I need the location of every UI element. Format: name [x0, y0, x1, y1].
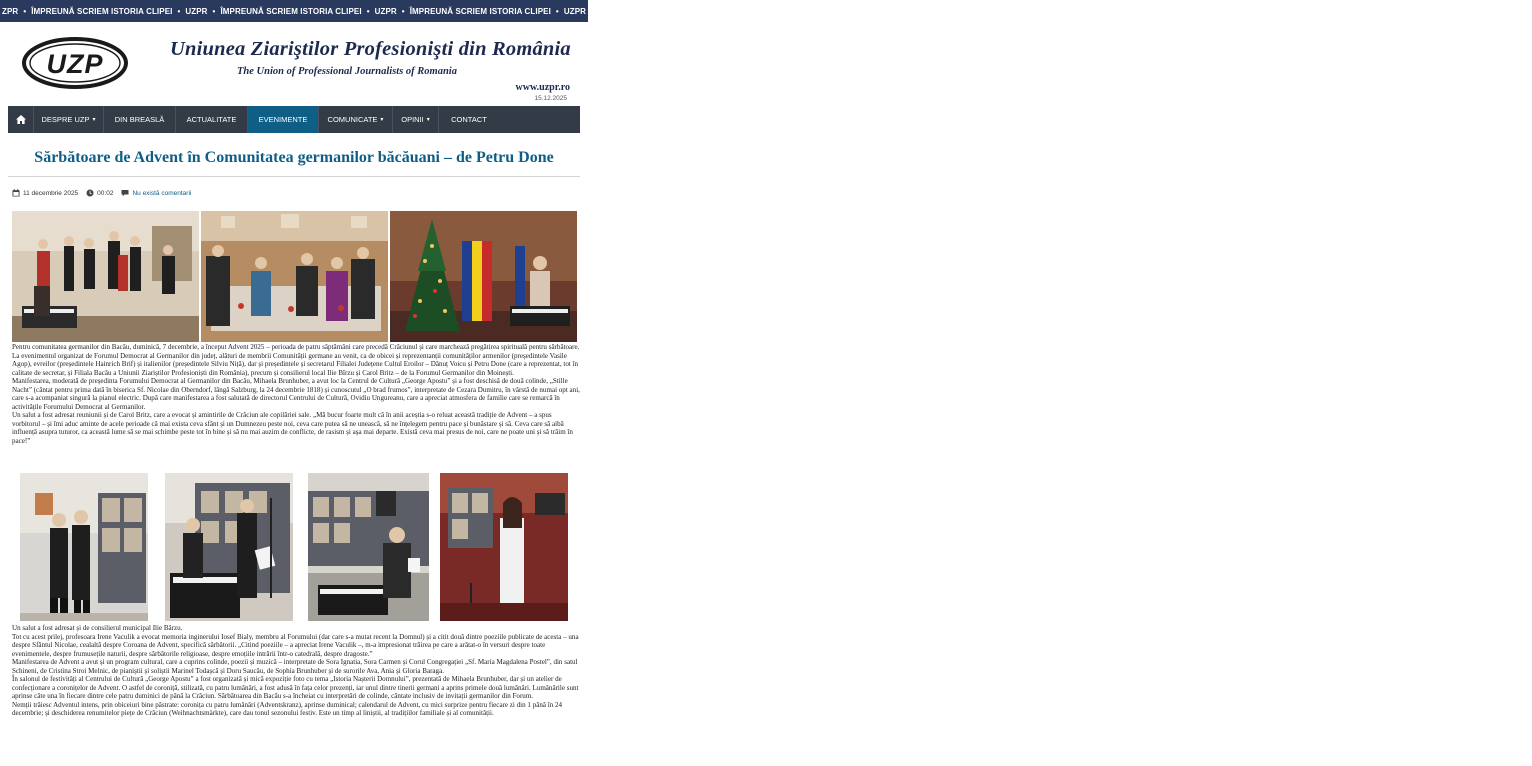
article-photo[interactable] — [390, 211, 577, 342]
ticker-separator: • — [555, 6, 559, 16]
ticker-separator: • — [1123, 6, 1127, 16]
ticker-item[interactable]: UZPR — [1510, 6, 1532, 16]
ticker-separator: • — [934, 6, 938, 16]
ticker-separator: • — [1347, 6, 1351, 16]
nav-contact[interactable] — [439, 106, 499, 133]
paragraph: Tot cu acest prilej, profesoara Irene Vaculik a evocat memoria inginerului Iosef Bialy, membru al Forumului (dar care s-a mutat recent la Domnul) și a citit două dintre poeziile publicate de acesta – una despre Sfântul Nicolae, cealaltă despre Coroana de Advent, specifică sărbătorii. „Citind poeziile – a apreciat Irene Vaculik –, m-a impresionat trăirea pe care a arătat-o în versuri despre toate evenimentele, despre frumusețile naturii, despre sărbătorile religioase, despre emoțiile intrării într-o catedrală, despre dragoste.” — [12, 632, 579, 658]
ticker-separator: • — [745, 6, 749, 16]
nav-label: EVENIMENTE — [258, 115, 308, 124]
chevron-down-icon: ▾ — [92, 117, 96, 123]
main-nav — [8, 106, 580, 133]
article-title: Sărbătoare de Advent în Comunitatea germanilor băcăuani – de Petru Done — [34, 149, 554, 166]
paragraph: Pentru comunitatea germanilor din Bacău, duminică, 7 decembrie, a început Advent 2025 – perioada de patru săptămâni care precedă Crăciunul și care marchează pregătirea spirituală pentru sărbătoare. La evenimentul organizat de Forumul Democrat al Germanilor din județ, alături de membrii Comunității germane au venit, ca de obicei și reprezentanții comunităților armenilor (președintele Vasile Agop), evreilor (președintele Hainrich Brif) și italienilor (președintele Silviu Niță), dar și președintele și secretarul Filialei Județene Cultul Eroilor – Dănuț Voicu și Petru Done (care a reprezentat, tot în calitate de secretar, și Filiala Bacău a Uniunii Ziariștilor Profesioniști din România), precum și consilierul local Ilie Bîrzu și Carol Britz – de la Forumul Germanilor din Moinești. — [12, 343, 580, 377]
article-photo[interactable] — [165, 473, 293, 621]
logo-lettering: UZP — [46, 49, 104, 79]
ticker-separator: • — [366, 6, 370, 16]
site-header — [0, 22, 588, 104]
ticker-separator: • — [591, 6, 594, 16]
ticker-item[interactable]: ÎMPREUNĂ SCRIEM ISTORIA CLIPEI — [31, 6, 173, 16]
ticker-item[interactable]: UZPR — [563, 6, 587, 16]
meta-time — [86, 189, 113, 197]
ticker-item[interactable]: ÎMPREUNĂ SCRIEM ISTORIA CLIPEI — [788, 6, 930, 16]
ticker-separator: • — [969, 6, 973, 16]
site-url[interactable]: www.uzpr.ro — [515, 82, 570, 93]
article-meta — [12, 189, 199, 197]
paragraph: Un salut a fost adresat și de consilierul municipal Ilie Bârzu. — [12, 624, 183, 632]
chevron-down-icon: ▾ — [426, 117, 430, 123]
chevron-down-icon: ▾ — [380, 117, 384, 123]
nav-label: CONTACT — [451, 115, 487, 124]
meta-comments[interactable] — [121, 189, 191, 197]
site-title[interactable]: Uniunea Ziariştilor Profesionişti din România — [170, 38, 571, 60]
article-photo[interactable] — [201, 211, 388, 342]
paragraph: Manifestarea de Advent a avut și un program cultural, care a cuprins colinde, poezii și muzică – interpretate de Sora Ignatia, Sora Carmen și Corul Congregației „Sf. Maria Magdalena Postel”, din satul Schineni, de Cristina Stroi Melnic, de pianiștii și soliștii Marinel Todașcă și Doru Saucău, de Sophia Brunhuber și de surorile Ava, Ania și Gloria Baraga. — [12, 658, 578, 675]
ticker-separator: • — [780, 6, 784, 16]
article-photo[interactable] — [20, 473, 148, 621]
nav-actualitate[interactable] — [176, 106, 248, 133]
nav-label: COMUNICATE — [327, 115, 378, 124]
news-ticker — [0, 0, 1532, 22]
ticker-item[interactable]: ÎMPREUNĂ SCRIEM ISTORIA CLIPEI — [409, 6, 551, 16]
nav-din-breasla[interactable] — [104, 106, 176, 133]
divider — [8, 176, 580, 177]
ticker-track — [0, 0, 1532, 22]
comments-link[interactable]: Nu există comentarii — [132, 189, 192, 197]
ticker-separator: • — [23, 6, 27, 16]
ticker-item[interactable]: ÎMPREUNĂ SCRIEM ISTORIA CLIPEI — [1166, 6, 1308, 16]
meta-date — [12, 189, 78, 197]
calendar-icon — [12, 189, 20, 197]
ticker-separator: • — [1312, 6, 1316, 16]
ticker-item[interactable]: ÎMPREUNĂ SCRIEM ISTORIA CLIPEI — [598, 6, 741, 16]
nav-home[interactable] — [8, 106, 34, 133]
ticker-item[interactable]: ÎMPREUNĂ SCRIEM ISTORIA CLIPEI — [220, 6, 362, 16]
ticker-separator: • — [212, 6, 216, 16]
meta-time-text: 00:02 — [97, 189, 114, 197]
uzp-logo[interactable] — [21, 36, 129, 90]
article-photo[interactable] — [12, 211, 199, 342]
nav-label: DIN BREASLĂ — [114, 115, 165, 124]
ticker-item[interactable]: UZPR — [1320, 6, 1343, 16]
clock-icon — [86, 189, 94, 197]
ticker-separator: • — [1502, 6, 1505, 16]
home-icon — [16, 115, 26, 124]
ticker-item[interactable]: UZPR — [1131, 6, 1154, 16]
ticker-item[interactable]: ÎMPREUNĂ SCRIEM ISTORIA CLIPEI — [1355, 6, 1498, 16]
ticker-item[interactable]: UZPR — [942, 6, 965, 16]
nav-label: ACTUALITATE — [186, 115, 237, 124]
article-photo[interactable] — [440, 473, 568, 621]
article-body-bottom — [12, 624, 580, 718]
nav-evenimente[interactable] — [248, 106, 319, 133]
nav-label: OPINII — [401, 115, 424, 124]
ticker-item[interactable]: UZPR — [374, 6, 397, 16]
site-subtitle: The Union of Professional Journalists of Romania — [237, 66, 457, 77]
nav-despre-uzp[interactable] — [34, 106, 104, 133]
meta-date-text: 11 decembrie 2025 — [23, 189, 79, 197]
nav-comunicate[interactable] — [319, 106, 393, 133]
paragraph: Un salut a fost adresat reuniunii și de Carol Britz, care a evocat și amintirile de Crăciun ale copilăriei sale. „Mă bucur foarte mult că în anii aceștia s-o reluat această tradiție de Advent – a spus vorbitorul – și îmi aduc aminte de acele perioade că mai exista ceva sfânt și un Dumnezeu peste noi, ceva care putea să ne unească, să ne înțelegem pentru pace și bunăstare și să. Ceva care să aibă influență asupra tuturor, ca această lume să se mai schimbe peste tot în bine și să nu mai auzim de conflicte, de rasism și aşa mai departe. Există ceva mai presus de noi, care ne poate uni și să trăim în pace!” — [12, 411, 573, 445]
paragraph: Nemții trăiesc Adventul intens, prin obiceiuri bine păstrate: coronița cu patru lumânări (Adventskranz), aprinse duminical; calendarul de Advent, cu mici surprize pentru fiecare zi din 1 până în 24 decembrie; și deschiderea renumitelor piețe de Crăciun (Weihnachtsmärkte), care dau tonul sezonului festiv. Este un timp al liniștii, al tradițiilor familiale și al comunității. — [12, 700, 563, 717]
ticker-item[interactable]: ZPR — [2, 6, 19, 16]
ticker-separator: • — [401, 6, 405, 16]
nav-opinii[interactable] — [393, 106, 439, 133]
ticker-separator: • — [177, 6, 181, 16]
ticker-item[interactable]: UZPR — [753, 6, 776, 16]
ticker-item[interactable]: ÎMPREUNĂ SCRIEM ISTORIA CLIPEI — [977, 6, 1119, 16]
comment-icon — [121, 189, 129, 197]
ticker-item[interactable]: UZPR — [185, 6, 208, 16]
nav-label: DESPRE UZP — [41, 115, 90, 124]
article-body-top — [12, 343, 580, 445]
paragraph: Manifestarea, moderată de președinta Forumului Democrat al Germanilor din Bacău, Mihaela Brunhuber, a avut loc la Centrul de Cultură „George Apostu” și a fost deschisă de două colinde, „Stille Nacht” (cântat pentru prima dată în biserica Sf. Nicolae din Oberndorf, lângă Salzburg, la 24 decembrie 1818) și cunoscutul „O brad frumos”, interpretate de Cezara Dumitru, în vârstă de numai opt ani, care s-a acompaniat singură la pianul electric. După care manifestarea a fost salutată de directorul Centrului de Cultură, Ovidiu Ungureanu, care a apreciat atmosfera de familie care se remarcă în activitățile Forumului Democrat al Germanilor. — [12, 377, 580, 411]
article-photo[interactable] — [308, 473, 429, 621]
paragraph: În salonul de festivități al Centrului de Cultură „George Apostu” a fost organizată și mică expoziție foto cu tema „Istoria Nașterii Domnului”, prezentată de Mihaela Brunhuber, dar și un atelier de confecționare a coronițelor de Advent. O astfel de coroniță, stilizată, cu patru lumânări, a fost adusă în fața celor prezenți, iar unul dintre tinerii germani a aprins primele două lumânări. Lumânările sunt aprinse câte una în fiecare dintre cele patru duminici de până la Crăciun. Sărbătoarea din Bacău s-a încheiat cu interpretări de colinde, cântate inclusiv de invitații germanilor din Forum. — [12, 675, 579, 700]
ticker-separator: • — [1158, 6, 1162, 16]
header-date: 15.12.2025 — [534, 95, 567, 102]
